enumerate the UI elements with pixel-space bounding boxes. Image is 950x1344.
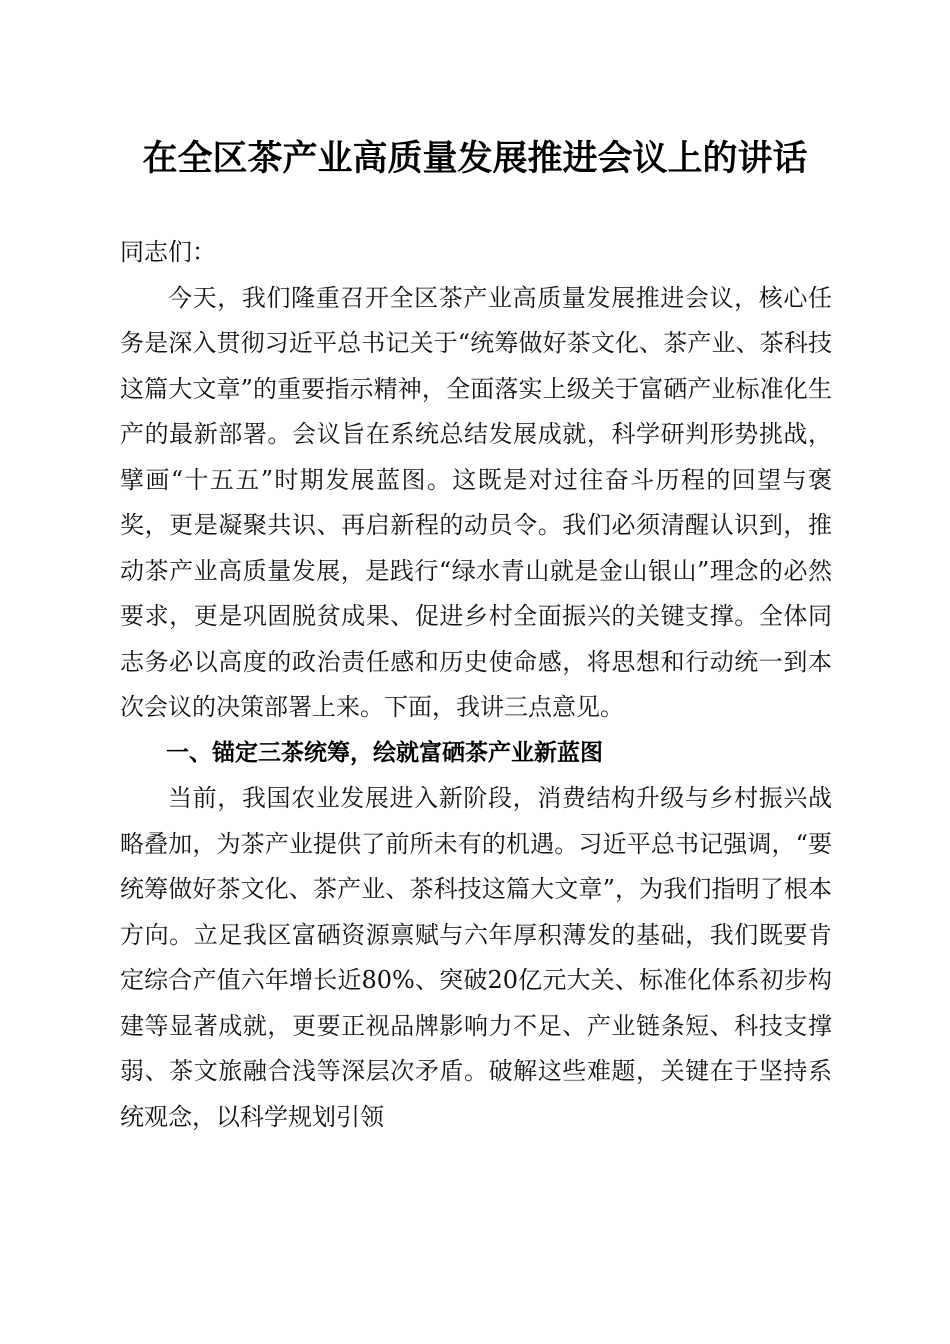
salutation: 同志们： xyxy=(120,238,216,266)
document-title: 在全区茶产业高质量发展推进会议上的讲话 xyxy=(142,138,808,179)
section-heading-1: 一、锚定三茶统筹，绘就富硒茶产业新蓝图 xyxy=(166,739,603,766)
paragraph-section-1: 当前，我国农业发展进入新阶段，消费结构升级与乡村振兴战略叠加，为茶产业提供了前所未有的机遇。习近平总书记强调，“要统筹做好茶文化、茶产业、茶科技这篇大文章”，为我们指明了根本方向。立足我区富硒资源禀赋与六年厚积薄发的基础，我们既要肯定综合产值六年增长近80%、突破20亿元大关、标准化体系初步构建等显著成就，更要正视品牌影响力不足、产业链条短、科技支撑弱、茶文旅融合浅等深层次矛盾。破解这些难题，关键在于坚持系统观念，以科学规划引领 xyxy=(120,784,832,1131)
document-body xyxy=(120,230,832,1140)
paragraph-opening: 今天，我们隆重召开全区茶产业高质量发展推进会议，核心任务是深入贯彻习近平总书记关于“统筹做好茶文化、茶产业、茶科技这篇大文章”的重要指示精神，全面落实上级关于富硒产业标准化生产的最新部署。会议旨在系统总结发展成就，科学研判形势挑战，擘画“十五五”时期发展蓝图。这既是对过往奋斗历程的回望与褒奖，更是凝聚共识、再启新程的动员令。我们必须清醒认识到，推动茶产业高质量发展，是践行“绿水青山就是金山银山”理念的必然要求，更是巩固脱贫成果、促进乡村全面振兴的关键支撑。全体同志务必以高度的政治责任感和历史使命感，将思想和行动统一到本次会议的决策部署上来。下面，我讲三点意见。 xyxy=(120,283,832,721)
